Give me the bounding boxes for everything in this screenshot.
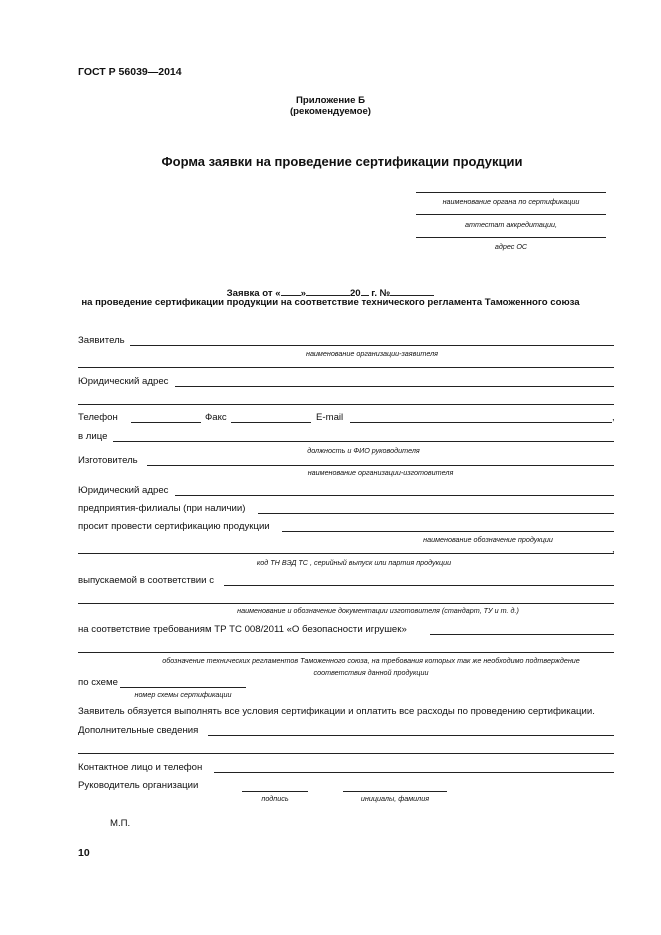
product-field[interactable] bbox=[282, 531, 614, 532]
legal-address-field-continued[interactable] bbox=[78, 404, 614, 405]
page-number: 10 bbox=[78, 847, 90, 859]
initials-field[interactable] bbox=[343, 791, 447, 792]
certification-body-address-caption: адрес ОС bbox=[494, 242, 528, 251]
additional-info-label: Дополнительные сведения bbox=[78, 725, 199, 736]
application-title-mid: » bbox=[300, 288, 306, 299]
application-month-field[interactable] bbox=[306, 286, 350, 296]
application-title-suffix: г. № bbox=[371, 288, 391, 299]
manufacturer-legal-address-field[interactable] bbox=[175, 495, 614, 496]
certification-body-line[interactable] bbox=[416, 192, 606, 193]
fax-field[interactable] bbox=[231, 422, 311, 423]
document-standard-number: ГОСТ Р 56039—2014 bbox=[78, 66, 182, 78]
signature-field[interactable] bbox=[242, 791, 308, 792]
applicant-field[interactable] bbox=[130, 345, 614, 346]
regulations-caption-line2: соответствия данной продукции bbox=[313, 668, 429, 677]
manufacturer-field[interactable] bbox=[147, 465, 614, 466]
certification-body-caption: наименование органа по сертификации bbox=[442, 197, 580, 206]
contact-field[interactable] bbox=[214, 772, 614, 773]
additional-info-field-continued[interactable] bbox=[78, 753, 614, 754]
application-title-prefix: Заявка от « bbox=[226, 288, 281, 299]
documents-field[interactable] bbox=[78, 603, 614, 604]
contact-label: Контактное лицо и телефон bbox=[78, 762, 203, 773]
application-day-field[interactable] bbox=[281, 286, 301, 296]
scheme-field[interactable] bbox=[120, 687, 246, 688]
applicant-field-continued[interactable] bbox=[78, 367, 614, 368]
scheme-caption: номер схемы сертификации bbox=[134, 690, 232, 699]
legal-address-label: Юридический адрес bbox=[78, 376, 169, 387]
compliance-field[interactable] bbox=[430, 634, 614, 635]
produced-label: выпускаемой в соответствии с bbox=[78, 575, 214, 586]
represented-by-label: в лице bbox=[78, 431, 108, 442]
signature-caption: подпись bbox=[261, 794, 289, 803]
email-label: E-mail bbox=[316, 412, 344, 423]
form-title: Форма заявки на проведение сертификации продукции bbox=[161, 154, 523, 169]
represented-by-field[interactable] bbox=[113, 441, 614, 442]
application-year: 20 bbox=[349, 288, 361, 299]
manufacturer-label: Изготовитель bbox=[78, 455, 138, 466]
accreditation-line[interactable] bbox=[416, 214, 606, 215]
applicant-caption: наименование организации-заявителя bbox=[305, 349, 438, 358]
regulations-caption-line1: обозначение технических регламентов Таможенного союза, на требования которых так же необходимо подтверждение bbox=[162, 656, 580, 665]
email-comma: , bbox=[612, 412, 615, 423]
produced-field[interactable] bbox=[224, 585, 614, 586]
additional-info-field[interactable] bbox=[208, 735, 614, 736]
fax-label: Факс bbox=[205, 412, 227, 423]
email-field[interactable] bbox=[350, 422, 612, 423]
manufacturer-legal-address-label: Юридический адрес bbox=[78, 485, 169, 496]
accreditation-caption: аттестат аккредитации, bbox=[464, 220, 558, 229]
product-codes-field[interactable] bbox=[78, 553, 614, 554]
product-codes-caption: код ТН ВЭД ТС , серийный выпуск или партия продукции bbox=[256, 558, 452, 567]
manufacturer-caption: наименование организации-изготовителя bbox=[307, 468, 454, 477]
applicant-label: Заявитель bbox=[78, 335, 125, 346]
phone-field[interactable] bbox=[131, 422, 201, 423]
regulations-field[interactable] bbox=[78, 652, 614, 653]
product-codes-comma: , bbox=[612, 544, 615, 555]
initials-caption: инициалы, фамилия bbox=[360, 794, 430, 803]
scheme-label: по схеме bbox=[78, 677, 118, 688]
product-caption: наименование обозначение продукции bbox=[423, 535, 553, 544]
seal-label: М.П. bbox=[110, 818, 131, 829]
appendix-type: (рекомендуемое) bbox=[289, 106, 371, 117]
represented-by-caption: должность и ФИО руководителя bbox=[307, 446, 420, 455]
application-year-field[interactable] bbox=[361, 286, 369, 296]
head-label: Руководитель организации bbox=[78, 780, 199, 791]
appendix-label: Приложение Б bbox=[296, 95, 365, 106]
application-number-field[interactable] bbox=[390, 286, 434, 296]
certification-body-address-line[interactable] bbox=[416, 237, 606, 238]
application-subtitle: на проведение сертификации продукции на соответствие технического регламента Таможенного союза bbox=[81, 297, 580, 308]
legal-address-field[interactable] bbox=[175, 386, 614, 387]
documents-caption: наименование и обозначение документации изготовителя (стандарт, ТУ и т. д.) bbox=[237, 606, 519, 615]
branches-label: предприятия-филиалы (при наличии) bbox=[78, 503, 246, 514]
request-label: просит провести сертификацию продукции bbox=[78, 521, 270, 532]
phone-label: Телефон bbox=[78, 412, 118, 423]
branches-field[interactable] bbox=[258, 513, 614, 514]
compliance-label: на соответствие требованиям ТР ТС 008/2011 «О безопасности игрушек» bbox=[78, 624, 407, 635]
obligation-text: Заявитель обязуется выполнять все условия сертификации и оплатить все расходы по проведению сертификации. bbox=[78, 706, 595, 717]
